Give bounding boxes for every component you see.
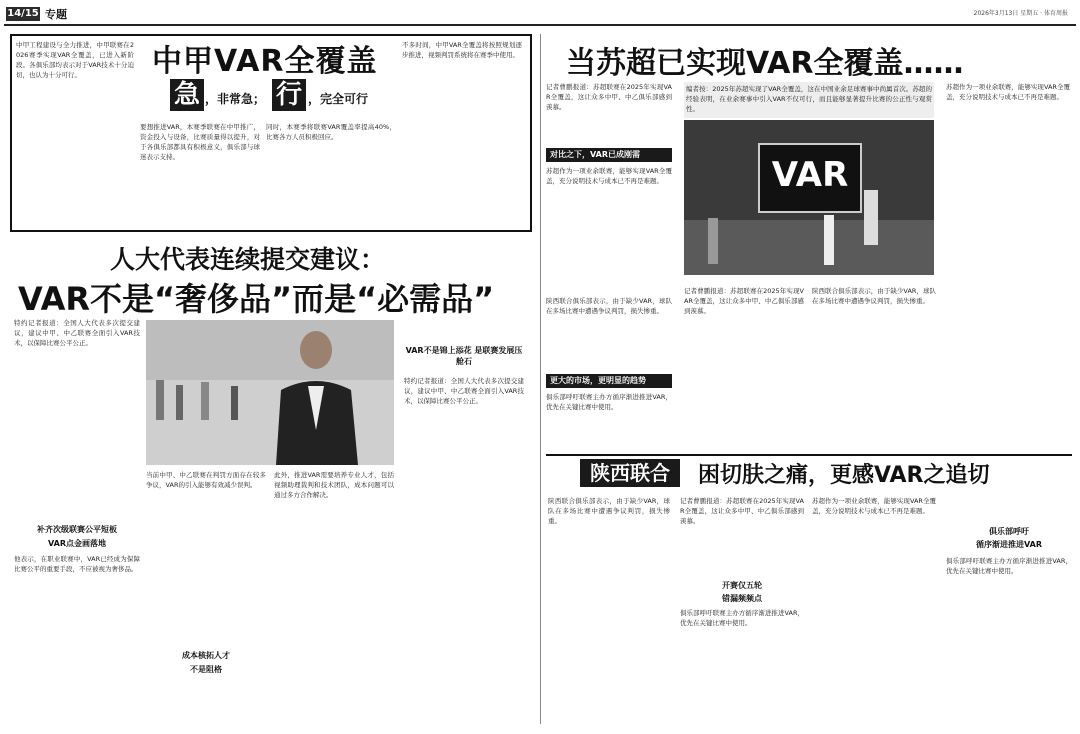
shaanxi-column-2a: 记者曹鹏报道：苏超联赛在2025年实现VAR全覆盖，这让众多中甲、中乙俱乐部感到羡慕。 bbox=[680, 497, 804, 525]
box-end-text: ，完全可行 bbox=[308, 92, 369, 106]
story-kicker: 人大代表连续提交建议： bbox=[110, 245, 386, 274]
right-intro: 编者按：2025年苏超实现了VAR全覆盖，这在中国业余足球赛事中尚属首次。苏超的经验表明，在业余赛事中引入VAR不仅可行，而且能够显著提升比赛的公正性与观赏性。 bbox=[684, 82, 934, 118]
shaanxi-subhead-2: 俱乐部呼吁 bbox=[989, 527, 1029, 536]
box-column-2: 要想推进VAR，本赛季联赛在中甲推广，资金投入与设备，比赛质量得以提升，对于各俱乐部都具有积极意义，俱乐部与球迷表示支持。 bbox=[140, 123, 260, 161]
shaanxi-tag: 陕西联合 bbox=[580, 459, 680, 487]
shaanxi-subhead-2b: 循序渐进推进VAR bbox=[976, 540, 1042, 549]
right-column-4: 苏超作为一项业余联赛，能够实现VAR全覆盖，充分说明技术与成本已不再是难题。 bbox=[946, 83, 1070, 101]
story-column-1b: 他表示，在职业联赛中，VAR已经成为保障比赛公平的重要手段，不应被视为奢侈品。 bbox=[14, 555, 140, 573]
right-column-1b: 苏超作为一项业余联赛，能够实现VAR全覆盖，充分说明技术与成本已不再是难题。 bbox=[546, 167, 672, 185]
box-ji-char: 急 bbox=[170, 79, 204, 111]
story-column-2: 当前中甲、中乙联赛在判罚方面存在较多争议，VAR的引入能够有效减少误判。 bbox=[146, 471, 266, 489]
issue-date: 2026年3月13日 星期五 · 体育周报 bbox=[973, 10, 1068, 17]
shaanxi-subhead-1: 开赛仅五轮 bbox=[722, 581, 762, 590]
subhead-2: 成本核拓人才 bbox=[182, 651, 230, 660]
story-column-3: 此外，推进VAR需要培养专业人才，包括视频助理裁判和技术团队，成本问题可以通过多方合作解决。 bbox=[274, 471, 394, 499]
right-column-3: 陕西联合俱乐部表示，由于缺少VAR，球队在多场比赛中遭遇争议判罚，损失惨重。 bbox=[812, 287, 936, 305]
var-screen-text: VAR bbox=[771, 155, 849, 195]
right-headline: 当苏超已实现VAR全覆盖…… bbox=[566, 46, 964, 81]
right-subhead-2: 更大的市场，更明显的趋势 bbox=[546, 374, 672, 388]
right-column-1c: 陕西联合俱乐部表示，由于缺少VAR，球队在多场比赛中遭遇争议判罚，损失惨重。 bbox=[546, 297, 672, 315]
section-rule bbox=[546, 454, 1072, 456]
box-column-1: 中甲工程建设与全力推进，中甲联赛在2026赛季实现VAR全覆盖，已进入新阶段。各俱乐部均表示对于VAR技术十分迫切，也认为十分可行。 bbox=[16, 41, 134, 79]
shaanxi-column-1: 陕西联合俱乐部表示，由于缺少VAR，球队在多场比赛中遭遇争议判罚，损失惨重。 bbox=[548, 497, 670, 525]
section-label: 专题 bbox=[45, 8, 67, 21]
delegate-photo-illustration bbox=[146, 320, 394, 465]
shaanxi-column-4: 俱乐部呼吁联赛主办方循序渐进推进VAR，优先在关键比赛中使用。 bbox=[946, 557, 1072, 575]
var-photo bbox=[684, 120, 934, 275]
story-column-1: 特约记者报道：全国人大代表多次提交建议，建议中甲、中乙联赛全面引入VAR技术，以保障比赛公平公正。 bbox=[14, 319, 140, 347]
right-column-2: 记者曹鹏报道：苏超联赛在2025年实现VAR全覆盖，这让众多中甲、中乙俱乐部感到羡慕。 bbox=[684, 287, 804, 315]
shaanxi-headline: 困切肤之痛，更感VAR之追切 bbox=[698, 463, 990, 488]
right-subhead-1: 对比之下，VAR已成刚需 bbox=[546, 148, 672, 162]
box-xing-char: 行 bbox=[272, 79, 306, 111]
box-column-3: 同时，本赛季将联赛VAR覆盖率提高40%，比赛各方人员积极回应。 bbox=[266, 123, 396, 141]
page-number: 14/15 bbox=[7, 8, 39, 19]
shaanxi-column-3: 苏超作为一项业余联赛，能够实现VAR全覆盖，充分说明技术与成本已不再是难题。 bbox=[812, 497, 936, 515]
page-divider bbox=[540, 34, 541, 724]
var-screen-illustration bbox=[684, 120, 934, 275]
shaanxi-column-2b: 俱乐部呼吁联赛主办方循序渐进推进VAR，优先在关键比赛中使用。 bbox=[680, 609, 804, 627]
subhead-2b: 不是阻格 bbox=[190, 665, 222, 674]
page-header bbox=[0, 0, 1080, 26]
header-rule bbox=[4, 24, 1076, 26]
right-column-1a: 记者曹鹏报道：苏超联赛在2025年实现VAR全覆盖，这让众多中甲、中乙俱乐部感到羡慕。 bbox=[546, 83, 672, 111]
right-column-1d: 俱乐部呼吁联赛主办方循序渐进推进VAR，优先在关键比赛中使用。 bbox=[546, 393, 672, 411]
box-column-4: 不多时间，中甲VAR全覆盖将按照规划逐步推进，视频判罚系统将在赛季中使用。 bbox=[402, 41, 522, 59]
story-headline: VAR不是“奢侈品”而是“必需品” bbox=[18, 280, 495, 318]
caption-headline-1: VAR不是锦上添花 是联赛发展压舱石 bbox=[405, 346, 523, 366]
box-mid-text: ，非常急； bbox=[205, 92, 266, 106]
box-headline: 中甲VAR全覆盖 bbox=[152, 44, 378, 79]
subhead-1b: VAR点金画落地 bbox=[48, 539, 106, 548]
subhead-1: 补齐次级联赛公平短板 bbox=[37, 525, 117, 534]
story-column-4: 特约记者报道：全国人大代表多次提交建议，建议中甲、中乙联赛全面引入VAR技术，以保障比赛公平公正。 bbox=[404, 377, 524, 405]
delegate-photo bbox=[146, 320, 394, 465]
shaanxi-subhead-1b: 错漏频频点 bbox=[722, 594, 762, 603]
